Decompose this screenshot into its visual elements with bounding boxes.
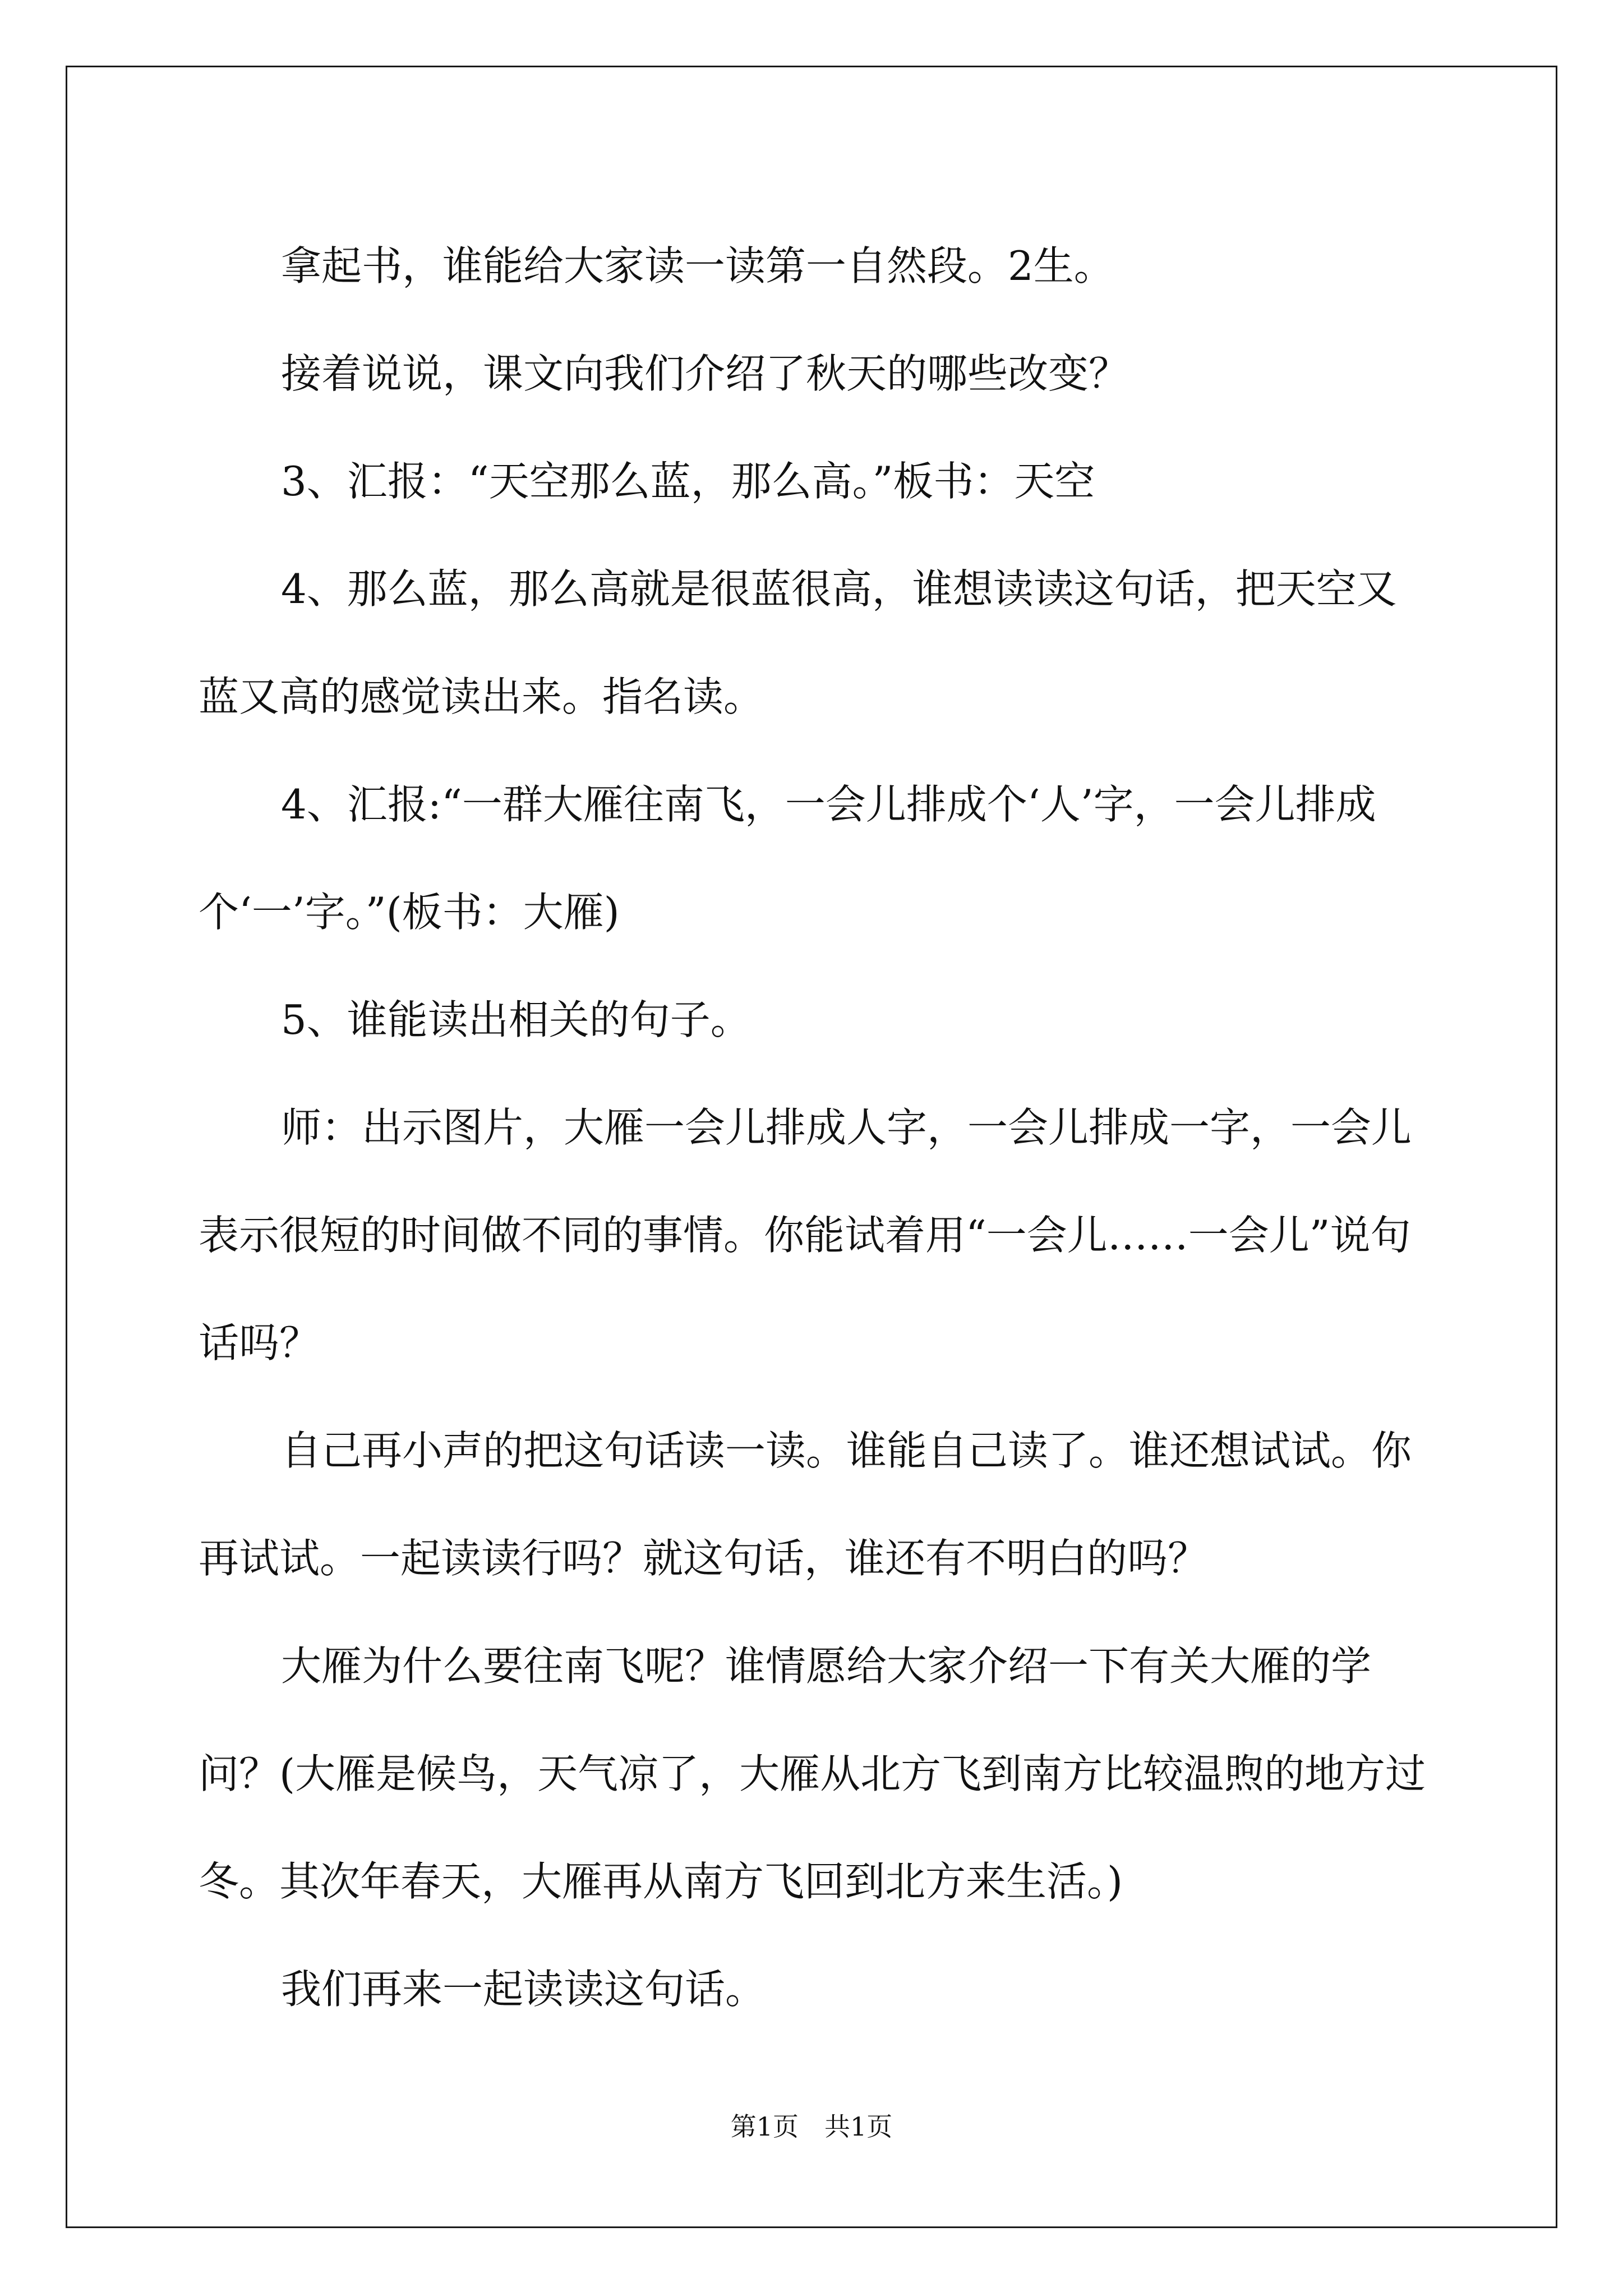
document-body xyxy=(199,212,1432,2043)
paragraph: 师：出示图片，大雁一会儿排成人字，一会儿排成一字，一会儿表示很短的时间做不同的事情。你能试着用“一会儿……一会儿”说句话吗？ xyxy=(199,1104,1412,1366)
paragraph: 3、汇报：“天空那么蓝，那么高。”板书：天空 xyxy=(281,458,1095,505)
paragraph: 5、谁能读出相关的句子。 xyxy=(281,996,751,1043)
paragraph: 大雁为什么要往南飞呢？谁情愿给大家介绍一下有关大雁的学问？(大雁是候鸟，天气凉了，大雁从北方飞到南方比较温煦的地方过冬。其次年春天，大雁再从南方飞回到北方来生活。) xyxy=(199,1642,1426,1905)
paragraph: 拿起书，谁能给大家读一读第一自然段。2生。 xyxy=(281,242,1114,289)
paragraph: 自己再小声的把这句话读一读。谁能自己读了。谁还想试试。你再试试。一起读读行吗？就这句话，谁还有不明白的吗？ xyxy=(199,1427,1412,1582)
paragraph: 接着说说，课文向我们介绍了秋天的哪些改变？ xyxy=(281,350,1129,397)
page-number-footer: 第1页 共1页 xyxy=(730,2111,893,2142)
paragraph: 我们再来一起读读这句话。 xyxy=(281,1966,766,2013)
paragraph: 4、那么蓝，那么高就是很蓝很高，谁想读读这句话，把天空又蓝又高的感觉读出来。指名读。 xyxy=(199,565,1397,720)
paragraph: 4、汇报:“一群大雁往南飞，一会儿排成个‘人’字，一会儿排成个‘一’字。”(板书：大雁) xyxy=(199,781,1376,936)
